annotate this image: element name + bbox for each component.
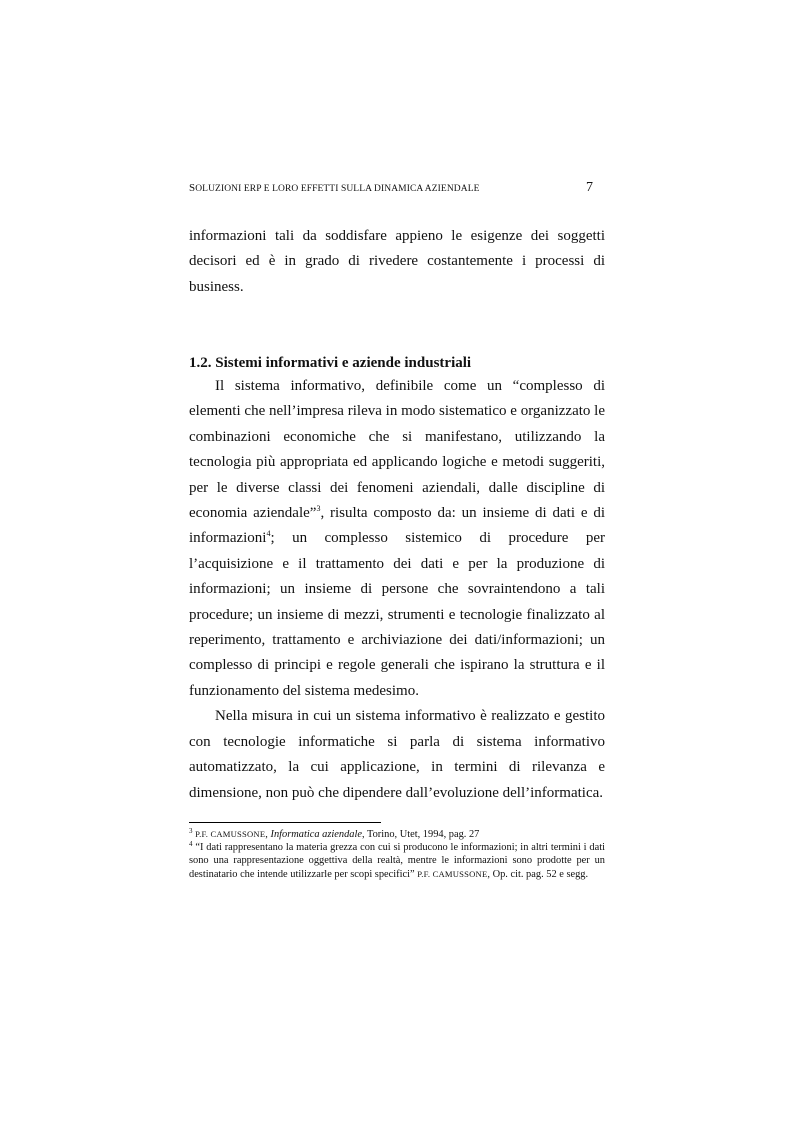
paragraph-2: Nella misura in cui un sistema informativo è realizzato e gestito con tecnologie informatiche si parla di sistema informativo automatizzato, la cui applicazione, in termini di rilevanza e dimensione, non può che dipendere dall’evoluzione dell’informatica.	[189, 708, 605, 801]
footnote-ref-4[interactable]: 4	[266, 529, 271, 539]
footnote-divider	[189, 822, 381, 823]
page-number: 7	[586, 180, 593, 195]
footnote-3: $^3$ P.F. CAMUSSONE, Informatica aziendale, Torino, Utet, 1994, pag. 27	[189, 827, 480, 840]
running-title: SOLUZIONI ERP E LORO EFFETTI SULLA DINAMICA AZIENDALE	[189, 182, 480, 194]
footnotes	[189, 828, 605, 881]
page-header	[189, 180, 605, 196]
intro-text: informazioni tali da soddisfare appieno le esigenze dei soggetti decisori ed è in grado di rivedere costantemente i processi di business.	[189, 228, 605, 295]
paragraph-1: Il sistema informativo, definibile come un “complesso di elementi che nell’impresa rileva in modo sistematico e organizzato le combinazioni economiche che si manifestano, utilizzando la tecnologia più appropriata ed applicando logiche e metodi suggeriti, per le diverse classi dei fenomeni aziendali, dalle discipline di economia aziendale”$^3$, risulta composto da: un insieme di dati e di informazioni$^4$; un complesso sistemico di procedure per l’acquisizione e il trattamento dei dati e per la produzione di informazioni; un insieme di persone che sovraintendono a tali procedure; un insieme di mezzi, strumenti e tecnologie finalizzato al reperimento, trattamento e archiviazione dei dati/informazioni; un complesso di principi e regole generali che ispirano la struttura e il funzionamento del sistema medesimo.	[189, 378, 605, 699]
intro-paragraph	[189, 224, 605, 300]
footnote-4: $^4$ “I dati rappresentano la materia grezza con cui si producono le informazioni; in altri termini i dati sono una rappresentazione oggettiva della realtà, mentre le informazioni sono prodotte per un destinatario che intende utilizzarle per scopi specifici” P.F. CAMUSSONE, Op. cit. pag. 52 e segg.	[189, 840, 605, 880]
footnote-ref-3[interactable]: 3	[316, 504, 321, 514]
section-heading: 1.2. Sistemi informativi e aziende industriali	[189, 355, 472, 371]
section-body	[189, 374, 605, 806]
